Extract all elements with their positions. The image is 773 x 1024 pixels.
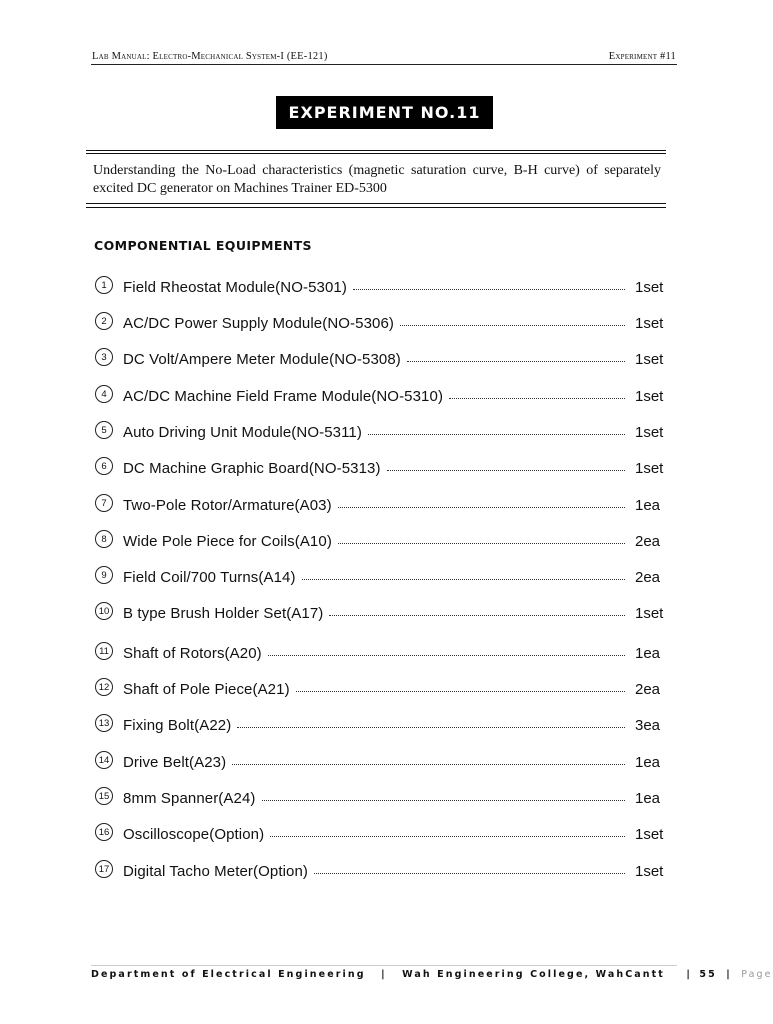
dot-leader [407, 361, 625, 362]
list-item [95, 819, 663, 843]
item-number: 9 [95, 566, 113, 584]
item-name: Oscilloscope(Option) [123, 826, 265, 843]
dot-leader [237, 727, 625, 728]
list-item [95, 747, 663, 771]
list-item [95, 562, 663, 586]
dot-leader [270, 836, 625, 837]
dot-leader [353, 289, 625, 290]
item-name: AC/DC Machine Field Frame Module(NO-5310) [123, 388, 444, 405]
item-number: 15 [95, 787, 113, 805]
page-number: 55 [699, 969, 717, 980]
page-label: Page [741, 969, 773, 980]
list-item [95, 598, 663, 622]
item-quantity: 2ea [635, 569, 661, 586]
item-number: 13 [95, 714, 113, 732]
list-item [95, 490, 663, 514]
item-number: 14 [95, 751, 113, 769]
item-name: AC/DC Power Supply Module(NO-5306) [123, 315, 395, 332]
experiment-title: EXPERIMENT NO.11 [276, 96, 493, 129]
footer-college: Wah Engineering College, WahCantt [402, 969, 665, 980]
item-number: 8 [95, 530, 113, 548]
item-name: Drive Belt(A23) [123, 754, 227, 771]
dot-leader [449, 398, 625, 399]
list-item [95, 638, 663, 662]
list-item [95, 381, 663, 405]
item-number: 7 [95, 494, 113, 512]
item-name: Fixing Bolt(A22) [123, 717, 232, 734]
item-name: Digital Tacho Meter(Option) [123, 863, 308, 880]
item-name: Field Rheostat Module(NO-5301) [123, 279, 347, 296]
section-title: COMPONENTIAL EQUIPMENTS [94, 238, 312, 253]
list-item [95, 783, 663, 807]
item-quantity: 1set [635, 460, 664, 477]
item-quantity: 1set [635, 315, 664, 332]
item-number: 4 [95, 385, 113, 403]
list-item [95, 710, 663, 734]
item-number: 1 [95, 276, 113, 294]
item-name: DC Volt/Ampere Meter Module(NO-5308) [123, 351, 401, 368]
item-name: 8mm Spanner(A24) [123, 790, 256, 807]
item-name: Wide Pole Piece for Coils(A10) [123, 533, 332, 550]
item-quantity: 1ea [635, 645, 661, 662]
dot-leader [262, 800, 626, 801]
item-quantity: 1set [635, 388, 664, 405]
intro-bottom-rule [86, 203, 666, 204]
item-name: Shaft of Pole Piece(A21) [123, 681, 290, 698]
footer-department: Department of Electrical Engineering [91, 969, 366, 980]
item-quantity: 1set [635, 424, 664, 441]
item-quantity: 2ea [635, 681, 661, 698]
item-name: Auto Driving Unit Module(NO-5311) [123, 424, 362, 441]
list-item [95, 453, 663, 477]
item-quantity: 3ea [635, 717, 661, 734]
intro-top-rule [86, 150, 666, 151]
item-name: Shaft of Rotors(A20) [123, 645, 262, 662]
list-item [95, 856, 663, 880]
list-item [95, 344, 663, 368]
item-quantity: 1ea [635, 497, 661, 514]
dot-leader [338, 507, 625, 508]
intro-top-rule-2 [86, 153, 666, 154]
experiment-objective: Understanding the No-Load characteristics (magnetic saturation curve, B-H curve) of separately excited DC generator on Machines Trainer ED-5300 [93, 163, 661, 196]
item-name: Field Coil/700 Turns(A14) [123, 569, 296, 586]
list-item [95, 417, 663, 441]
header-course-title: Lab Manual: Electro-Mechanical System-I (EE-121) [92, 51, 328, 62]
list-item [95, 674, 663, 698]
list-item [95, 272, 663, 296]
item-name: Two-Pole Rotor/Armature(A03) [123, 497, 332, 514]
item-number: 5 [95, 421, 113, 439]
dot-leader [268, 655, 625, 656]
item-quantity: 2ea [635, 533, 661, 550]
list-item [95, 526, 663, 550]
item-quantity: 1ea [635, 754, 661, 771]
header-divider [91, 64, 677, 65]
footer-divider [91, 965, 677, 966]
item-name: DC Machine Graphic Board(NO-5313) [123, 460, 381, 477]
item-quantity: 1set [635, 279, 664, 296]
item-number: 17 [95, 860, 113, 878]
item-number: 3 [95, 348, 113, 366]
dot-leader [387, 470, 625, 471]
header-experiment-number: Experiment #11 [608, 51, 676, 62]
item-quantity: 1set [635, 605, 664, 622]
dot-leader [314, 873, 625, 874]
item-number: 6 [95, 457, 113, 475]
footer-separator: | [381, 969, 387, 980]
item-number: 12 [95, 678, 113, 696]
dot-leader [338, 543, 625, 544]
page-footer [91, 969, 773, 980]
item-quantity: 1set [635, 351, 664, 368]
dot-leader [296, 691, 625, 692]
item-number: 11 [95, 642, 113, 660]
item-quantity: 1set [635, 826, 664, 843]
dot-leader [232, 764, 625, 765]
intro-bottom-rule-2 [86, 207, 666, 208]
dot-leader [302, 579, 625, 580]
item-number: 16 [95, 823, 113, 841]
dot-leader [329, 615, 625, 616]
footer-separator: | [686, 969, 692, 980]
item-quantity: 1ea [635, 790, 661, 807]
footer-separator: | [726, 969, 732, 980]
dot-leader [400, 325, 625, 326]
list-item [95, 308, 663, 332]
item-name: B type Brush Holder Set(A17) [123, 605, 324, 622]
dot-leader [368, 434, 625, 435]
item-number: 10 [95, 602, 113, 620]
item-number: 2 [95, 312, 113, 330]
item-quantity: 1set [635, 863, 664, 880]
